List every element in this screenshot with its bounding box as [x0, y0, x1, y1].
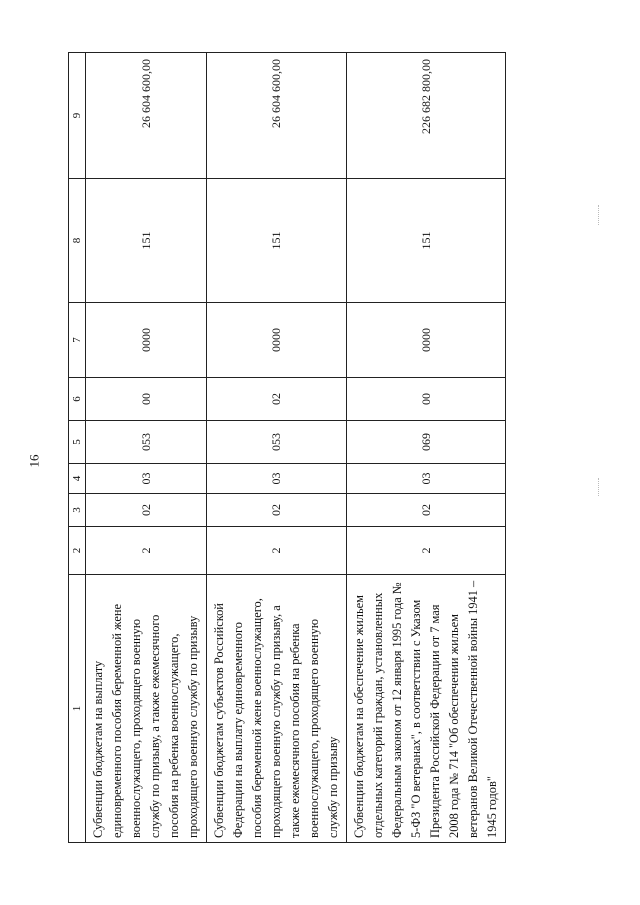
cell-col-4: 03 — [86, 464, 207, 494]
header-cell: 1 — [69, 575, 86, 843]
cell-col-3: 02 — [207, 494, 347, 527]
cell-amount: 26 604 600,00 — [207, 53, 347, 179]
row-description: Субвенции бюджетам на обеспечение жильем отдельных категорий граждан, установленных Федеральным законом от 12 января 1995 года № 5-ФЗ "О ветеранах", в соответствии с Указом Президента Российской Федерации от 7 мая 2008 года № 714 "Об обеспечении жильем ветеранов Великой Отечественной войны 1941 – 1945 годов" — [347, 575, 506, 843]
cell-col-5: 053 — [207, 421, 347, 464]
table-header-row — [69, 53, 86, 843]
scan-artifact — [598, 205, 601, 225]
row-description: Субвенции бюджетам на выплату единовременного пособия беременной жене военнослужащего, проходящего военную службу по призыву, а также ежемесячного пособия на ребенка военнослужащего, проходящего военную службу по призыву — [86, 575, 207, 843]
header-cell: 9 — [69, 53, 86, 179]
cell-col-5: 053 — [86, 421, 207, 464]
table-row — [86, 53, 207, 843]
header-cell: 2 — [69, 527, 86, 575]
cell-col-5: 069 — [347, 421, 506, 464]
cell-amount: 226 682 800,00 — [347, 53, 506, 179]
table-row — [347, 53, 506, 843]
cell-col-2: 2 — [207, 527, 347, 575]
cell-col-2: 2 — [86, 527, 207, 575]
cell-col-7: 0000 — [347, 303, 506, 378]
scan-artifact — [598, 478, 601, 496]
cell-col-3: 02 — [86, 494, 207, 527]
cell-col-8: 151 — [86, 179, 207, 303]
cell-col-6: 02 — [207, 378, 347, 421]
cell-col-4: 03 — [347, 464, 506, 494]
page-number: 16 — [26, 454, 42, 468]
cell-col-4: 03 — [207, 464, 347, 494]
cell-col-6: 00 — [347, 378, 506, 421]
cell-col-2: 2 — [347, 527, 506, 575]
cell-col-8: 151 — [347, 179, 506, 303]
header-cell: 4 — [69, 464, 86, 494]
budget-table — [68, 52, 506, 843]
cell-col-8: 151 — [207, 179, 347, 303]
header-cell: 3 — [69, 494, 86, 527]
header-cell: 8 — [69, 179, 86, 303]
cell-amount: 26 604 600,00 — [86, 53, 207, 179]
cell-col-6: 00 — [86, 378, 207, 421]
table-row — [207, 53, 347, 843]
header-cell: 7 — [69, 303, 86, 378]
cell-col-3: 02 — [347, 494, 506, 527]
row-description: Субвенции бюджетам субъектов Российской Федерации на выплату единовременного пособия беременной жене военнослужащего, проходящего военную службу по призыву, а также ежемесячного пособия на ребенка военнослужащего, проходящего военную службу по призыву — [207, 575, 347, 843]
header-cell: 5 — [69, 421, 86, 464]
cell-col-7: 0000 — [86, 303, 207, 378]
cell-col-7: 0000 — [207, 303, 347, 378]
rotated-table-container — [68, 53, 499, 843]
header-cell: 6 — [69, 378, 86, 421]
